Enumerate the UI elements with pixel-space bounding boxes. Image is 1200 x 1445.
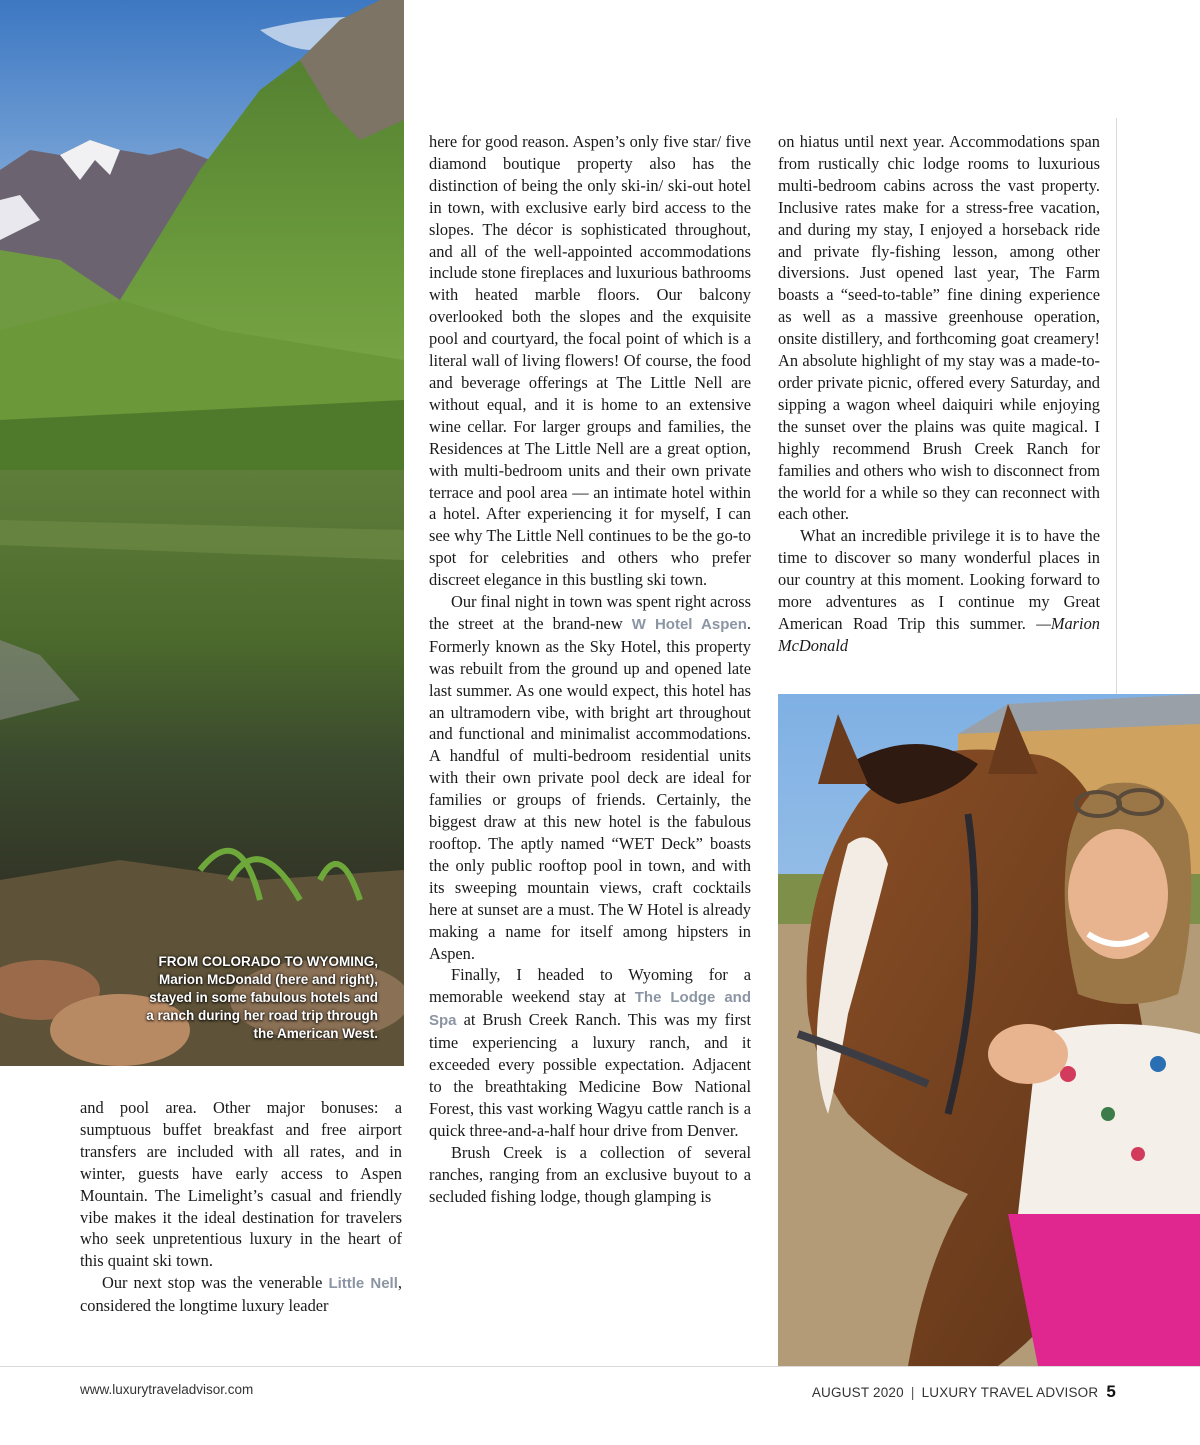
article-column-3 — [778, 131, 1100, 657]
woman-with-horse-photo — [778, 694, 1200, 1366]
mountain-lake-photo — [0, 0, 404, 1066]
caption-line: FROM COLORADO TO WYOMING, — [158, 954, 378, 969]
paragraph — [80, 1272, 402, 1317]
text-run: Our final night in town was spent right across the street at the brand-new — [429, 592, 751, 633]
paragraph: and pool area. Other major bonuses: a sumptuous buffet breakfast and free airport transfers are included with all rates, and in winter, guests have early access to Aspen Mountain. The Limelight’s casual and friendly vibe makes it the ideal destination for travelers who seek unpretentious luxury in the heart of this quaint ski town. — [80, 1098, 402, 1271]
paragraph — [429, 964, 751, 1141]
paragraph: Brush Creek is a collection of several ranches, ranging from an exclusive buyout to a secluded fishing lodge, though glamping is — [429, 1142, 751, 1206]
footer-issue-info — [812, 1382, 1116, 1402]
text-run: . Formerly known as the Sky Hotel, this property was rebuilt from the ground up and opened late last summer. As one would expect, this hotel has an ultramodern vibe, with bright art throughout and functional and minimalist accommodations. A handful of multi-bedroom residential units with their own private pool deck are ideal for families or groups of friends. Certainly, the biggest draw at this new hotel is the fabulous rooftop. The aptly named “WET Deck” boasts the only public rooftop pool in town, and with its sweeping mountain views, craft cocktails here at sunset are a must. The W Hotel is already making a name for itself among hipsters in Aspen. — [429, 613, 751, 963]
caption-line: a ranch during her road trip through — [146, 1008, 378, 1023]
page-number: 5 — [1106, 1382, 1116, 1401]
hotel-link-little-nell[interactable]: Little Nell — [328, 1275, 398, 1293]
footer-rule — [0, 1366, 1200, 1367]
paragraph: here for good reason. Aspen’s only five star/ five diamond boutique property also has the distinction of being the only ski-in/ ski-out hotel in town, with exclusive early bird access to the slopes. The décor is sophisticated throughout, and all of the well-appointed accommodations include stone fireplaces and luxurious bathrooms with heated marble floors. Our balcony overlooked both the slopes and the exquisite pool and courtyard, the focal point of which is a literal wall of living flowers! Of course, the food and beverage offerings at The Little Nell are without equal, and it is home to an extensive wine cellar. For larger groups and families, the Residences at The Little Nell are a great option, with multi-bedroom units and their own private terrace and pool area — an intimate hotel within a hotel. After experiencing it for myself, I can see why The Little Nell continues to be the go-to spot for celebrities and others who prefer discreet elegance in this bustling ski town. — [429, 132, 751, 590]
photo-caption — [78, 953, 378, 1043]
paragraph — [429, 591, 751, 964]
article-column-2 — [429, 131, 751, 1207]
text-run: What an incredible privilege it is to have the time to discover so many wonderful places in our country at this moment. Looking forward to more adventures as I continue my Great American Road Trip this summer. — [778, 526, 1100, 633]
caption-line: stayed in some fabulous hotels and — [149, 990, 378, 1005]
footer-url[interactable]: www.luxurytraveladvisor.com — [80, 1382, 254, 1397]
author-signature: —Marion McDonald — [778, 613, 1100, 655]
caption-line: the American West. — [253, 1026, 378, 1041]
article-column-1 — [80, 1097, 402, 1317]
hotel-link-lodge-and-spa[interactable]: The Lodge and Spa — [429, 989, 751, 1030]
text-run: Finally, I headed to Wyoming for a memorable weekend stay at — [429, 965, 751, 1007]
paragraph: on hiatus until next year. Accommodations span from rustically chic lodge rooms to luxurious multi-bedroom cabins across the vast property. Inclusive rates make for a stress-free vacation, and during my stay, I enjoyed a horseback ride and private fly-fishing lesson, among other diversions. Just opened last year, The Farm boasts a “seed-to-table” fine dining experience as well as a massive greenhouse operation, onsite distillery, and forthcoming goat creamery! An absolute highlight of my stay was a made-to-order private picnic, offered every Saturday, and sipping a wagon wheel daiquiri while enjoying the sunset over the plains was quite magical. I highly recommend Brush Creek Ranch for families and others who wish to disconnect from the world for a while so they can reconnect with each other. — [778, 132, 1100, 524]
hotel-link-w-hotel-aspen[interactable]: W Hotel Aspen — [631, 615, 747, 633]
footer-issue-date: AUGUST 2020 — [811, 1385, 904, 1400]
footer-separator: | — [910, 1385, 915, 1400]
text-run: Our next stop was the venerable — [102, 1273, 329, 1293]
text-run: , considered the longtime luxury leader — [80, 1273, 402, 1316]
paragraph — [778, 525, 1100, 656]
text-run: at Brush Creek Ranch. This was my first time experiencing a luxury ranch, and it exceeded every possible expectation. Adjacent to the breathtaking Medicine Bow National Forest, this vast working Wagyu cattle ranch is a quick three-and-a-half hour drive from Denver. — [429, 1010, 751, 1140]
footer-publication: LUXURY TRAVEL ADVISOR — [921, 1385, 1099, 1400]
column-divider — [1116, 118, 1117, 694]
caption-line: Marion McDonald (here and right), — [158, 972, 378, 987]
